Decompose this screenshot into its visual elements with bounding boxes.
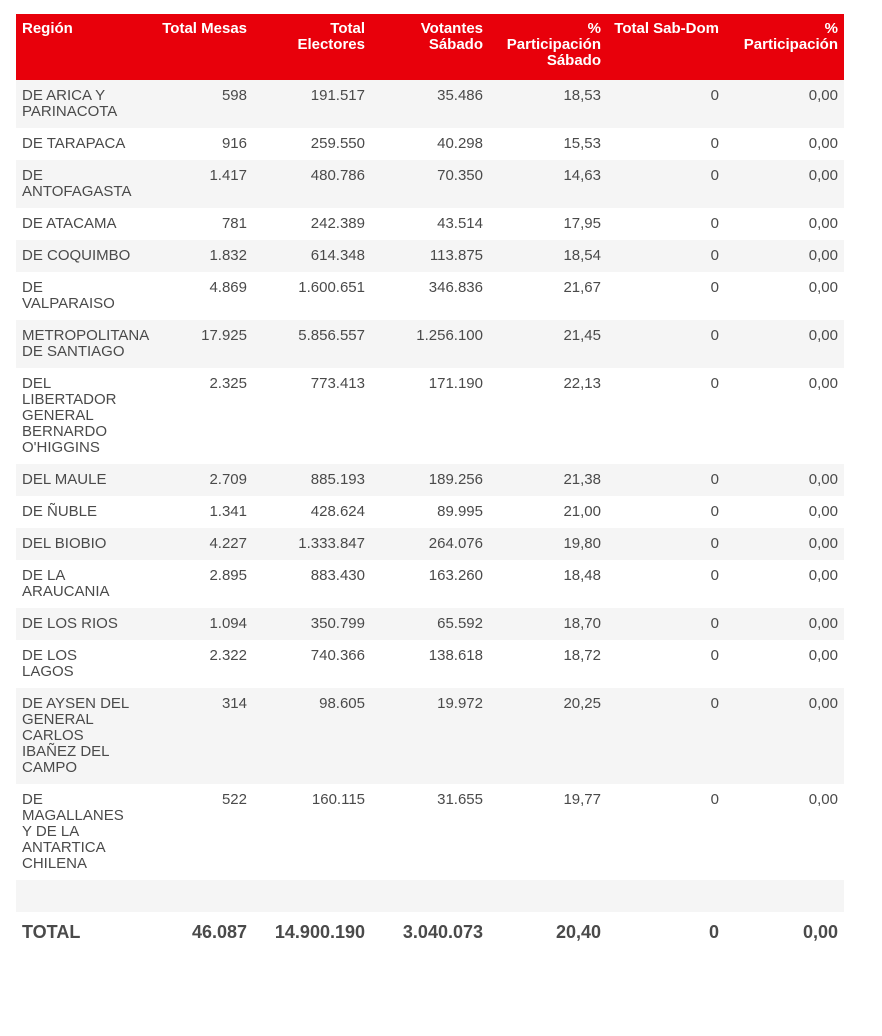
cell-region: DE LOS LAGOS [22, 647, 78, 680]
cell-participacion-sabado: 21,38 [489, 464, 607, 496]
total-cell-votantes-sabado: 3.040.073 [402, 922, 483, 942]
cell-participacion: 0,00 [808, 567, 838, 584]
cell-votantes-sabado: 163.260 [428, 567, 483, 584]
cell-participacion: 0,00 [808, 503, 838, 520]
header-region: Región [16, 14, 138, 80]
cell-participacion: 0,00 [725, 320, 844, 368]
cell-total-mesas: 598 [138, 80, 253, 128]
cell-total-sab-dom: 0 [607, 240, 725, 272]
cell-total-electores: 428.624 [310, 503, 365, 520]
cell-participacion: 0,00 [725, 160, 844, 208]
spacer-cell [607, 880, 725, 912]
cell-participacion-sabado: 21,45 [489, 320, 607, 368]
header-participacion: % Participación [725, 14, 844, 80]
cell-total-sab-dom: 0 [710, 503, 719, 520]
cell-region: DE VALPARAISO [22, 279, 115, 312]
cell-participacion: 0,00 [808, 135, 838, 152]
cell-total-sab-dom: 0 [710, 375, 719, 392]
cell-participacion-sabado: 18,54 [489, 240, 607, 272]
cell-participacion: 0,00 [725, 528, 844, 560]
cell-votantes-sabado: 264.076 [371, 528, 489, 560]
cell-votantes-sabado: 1.256.100 [371, 320, 489, 368]
cell-participacion: 0,00 [808, 375, 838, 392]
header-row [16, 14, 844, 80]
table-row [16, 240, 844, 272]
cell-total-mesas: 2.322 [209, 647, 247, 664]
total-row [16, 912, 844, 952]
cell-participacion: 0,00 [808, 647, 838, 664]
cell-total-mesas: 1.094 [138, 608, 253, 640]
cell-votantes-sabado: 89.995 [437, 503, 483, 520]
header-total-electores: Total Electores [253, 14, 371, 80]
cell-total-electores: 5.856.557 [253, 320, 371, 368]
cell-votantes-sabado: 70.350 [371, 160, 489, 208]
cell-participacion-sabado: 15,53 [563, 135, 601, 152]
spacer-cell [371, 880, 489, 912]
cell-participacion-sabado: 21,00 [563, 503, 601, 520]
cell-total-electores: 98.605 [253, 688, 371, 784]
cell-participacion-sabado: 21,67 [563, 279, 601, 296]
cell-total-mesas: 314 [138, 688, 253, 784]
cell-total-electores: 740.366 [310, 647, 365, 664]
cell-total-mesas: 4.227 [138, 528, 253, 560]
cell-total-sab-dom: 0 [710, 135, 719, 152]
cell-total-mesas: 916 [221, 135, 247, 152]
cell-total-sab-dom: 0 [607, 528, 725, 560]
cell-region: DE TARAPACA [22, 135, 126, 152]
table-row [16, 160, 844, 208]
cell-total-electores: 259.550 [310, 135, 365, 152]
cell-region: DE ATACAMA [22, 215, 117, 232]
cell-total-electores: 191.517 [253, 80, 371, 128]
cell-region: DEL MAULE [16, 464, 138, 496]
cell-total-electores: 242.389 [310, 215, 365, 232]
cell-region: DE COQUIMBO [16, 240, 138, 272]
cell-participacion-sabado: 19,80 [489, 528, 607, 560]
cell-region: DE AYSEN DEL GENERAL CARLOS IBAÑEZ DEL CAMPO [16, 688, 138, 784]
cell-region: DE MAGALLANES Y DE LA ANTARTICA CHILENA [22, 791, 124, 872]
cell-total-sab-dom: 0 [607, 80, 725, 128]
cell-participacion-sabado: 18,70 [489, 608, 607, 640]
cell-total-mesas: 1.832 [138, 240, 253, 272]
cell-region: METROPOLITANA DE SANTIAGO [16, 320, 138, 368]
cell-participacion-sabado: 22,13 [563, 375, 601, 392]
cell-votantes-sabado: 35.486 [371, 80, 489, 128]
table-row [16, 640, 844, 688]
spacer-cell [253, 880, 371, 912]
total-cell-total-electores: 14.900.190 [274, 922, 365, 942]
header-total-mesas: Total Mesas [138, 14, 253, 80]
spacer-cell [138, 880, 253, 912]
table-row [16, 608, 844, 640]
cell-votantes-sabado: 31.655 [437, 791, 483, 808]
spacer-cell [725, 880, 844, 912]
cell-participacion-sabado: 18,48 [563, 567, 601, 584]
table-row [16, 464, 844, 496]
cell-total-mesas: 781 [221, 215, 247, 232]
cell-participacion-sabado: 19,77 [563, 791, 601, 808]
cell-votantes-sabado: 113.875 [371, 240, 489, 272]
cell-total-sab-dom: 0 [710, 647, 719, 664]
cell-votantes-sabado: 346.836 [428, 279, 483, 296]
table-row [16, 80, 844, 128]
cell-participacion: 0,00 [725, 240, 844, 272]
cell-total-sab-dom: 0 [710, 279, 719, 296]
table-row [16, 320, 844, 368]
cell-participacion-sabado: 18,72 [563, 647, 601, 664]
cell-participacion: 0,00 [808, 791, 838, 808]
cell-total-sab-dom: 0 [710, 791, 719, 808]
cell-participacion-sabado: 14,63 [489, 160, 607, 208]
cell-total-sab-dom: 0 [607, 608, 725, 640]
cell-region: DE LOS RIOS [16, 608, 138, 640]
cell-total-electores: 160.115 [311, 791, 365, 808]
header-participacion-sabado: % Participación Sábado [489, 14, 607, 80]
table-row [16, 560, 844, 608]
cell-participacion: 0,00 [808, 215, 838, 232]
cell-total-sab-dom: 0 [710, 567, 719, 584]
cell-participacion: 0,00 [808, 279, 838, 296]
cell-votantes-sabado: 40.298 [437, 135, 483, 152]
cell-total-mesas: 17.925 [138, 320, 253, 368]
table-row [16, 496, 844, 528]
table-body [16, 80, 844, 952]
table-row [16, 208, 844, 240]
cell-total-electores: 885.193 [253, 464, 371, 496]
cell-total-sab-dom: 0 [607, 320, 725, 368]
cell-total-electores: 350.799 [253, 608, 371, 640]
cell-total-electores: 614.348 [253, 240, 371, 272]
table-row [16, 368, 844, 464]
cell-participacion-sabado: 18,53 [489, 80, 607, 128]
cell-total-electores: 1.333.847 [253, 528, 371, 560]
cell-participacion-sabado: 17,95 [563, 215, 601, 232]
header-votantes-sabado: Votantes Sábado [371, 14, 489, 80]
cell-participacion: 0,00 [725, 80, 844, 128]
table-header [16, 14, 844, 80]
table-row [16, 272, 844, 320]
cell-total-electores: 480.786 [253, 160, 371, 208]
cell-total-electores: 1.600.651 [298, 279, 365, 296]
cell-votantes-sabado: 189.256 [371, 464, 489, 496]
cell-participacion: 0,00 [725, 608, 844, 640]
cell-total-sab-dom: 0 [607, 160, 725, 208]
total-cell-participacion-sabado: 20,40 [555, 922, 601, 942]
cell-total-mesas: 4.869 [209, 279, 247, 296]
header-total-sab-dom: Total Sab-Dom [607, 14, 725, 80]
total-cell-total-mesas: 46.087 [191, 922, 247, 942]
cell-region: DE ÑUBLE [22, 503, 98, 520]
spacer-cell [489, 880, 607, 912]
cell-region: DE ANTOFAGASTA [16, 160, 138, 208]
cell-total-mesas: 2.895 [209, 567, 247, 584]
cell-total-mesas: 1.417 [138, 160, 253, 208]
cell-total-sab-dom: 0 [710, 215, 719, 232]
cell-total-mesas: 2.709 [138, 464, 253, 496]
cell-region: DE LA ARAUCANIA [22, 567, 110, 600]
cell-participacion: 0,00 [725, 464, 844, 496]
spacer-cell [16, 880, 138, 912]
total-cell-participacion: 0,00 [802, 922, 838, 942]
table-row [16, 784, 844, 880]
table-row [16, 528, 844, 560]
cell-votantes-sabado: 171.190 [428, 375, 483, 392]
cell-region: DEL BIOBIO [16, 528, 138, 560]
results-table [16, 14, 844, 952]
cell-votantes-sabado: 65.592 [371, 608, 489, 640]
cell-region: DE ARICA Y PARINACOTA [16, 80, 138, 128]
cell-total-electores: 773.413 [310, 375, 365, 392]
cell-total-mesas: 522 [221, 791, 247, 808]
cell-votantes-sabado: 19.972 [371, 688, 489, 784]
cell-total-sab-dom: 0 [607, 688, 725, 784]
cell-total-mesas: 1.341 [209, 503, 247, 520]
cell-total-electores: 883.430 [310, 567, 365, 584]
cell-votantes-sabado: 138.618 [428, 647, 483, 664]
results-table-container [16, 14, 844, 952]
cell-total-mesas: 2.325 [209, 375, 247, 392]
cell-participacion: 0,00 [725, 688, 844, 784]
table-row [16, 688, 844, 784]
cell-participacion-sabado: 20,25 [489, 688, 607, 784]
spacer-row [16, 880, 844, 912]
cell-votantes-sabado: 43.514 [437, 215, 483, 232]
table-row [16, 128, 844, 160]
cell-total-sab-dom: 0 [607, 464, 725, 496]
cell-region: DEL LIBERTADOR GENERAL BERNARDO O'HIGGINS [22, 375, 117, 456]
total-cell-region: TOTAL [22, 922, 81, 942]
total-cell-total-sab-dom: 0 [708, 922, 719, 942]
